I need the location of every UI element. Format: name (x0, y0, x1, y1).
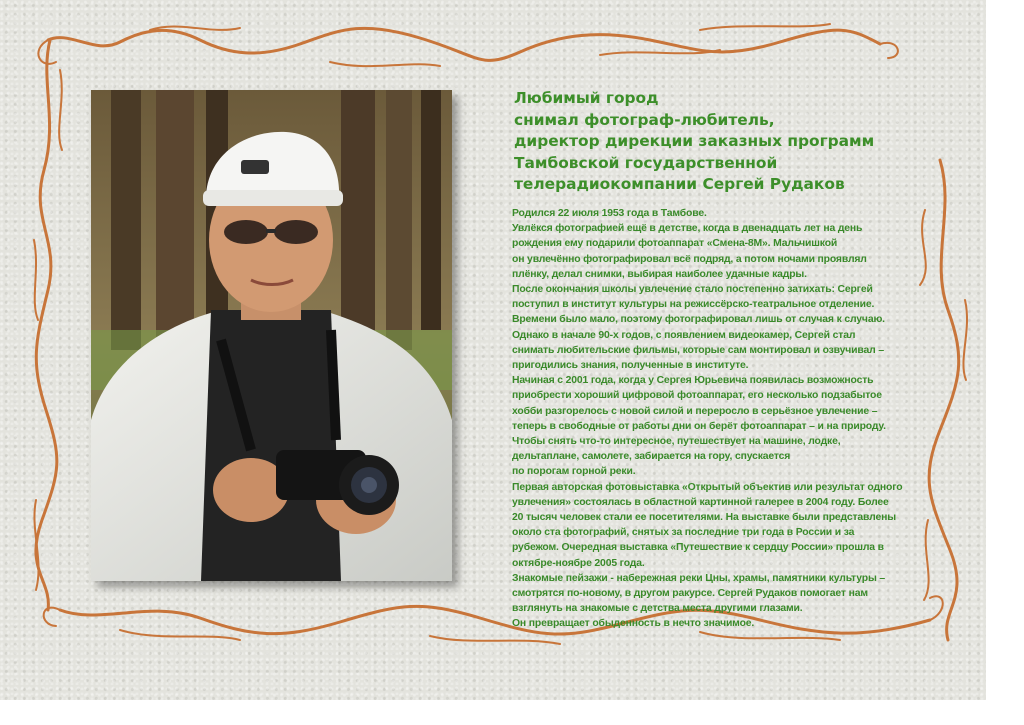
bio-line: теперь в свободные от работы дни он берёт фотоаппарат – и на природу. (512, 420, 886, 432)
bio-line: увлечения» состоялась в областной картинной галерее в 2004 году. Более (512, 496, 889, 508)
bio-line: Увлёкся фотографией ещё в детстве, когда в двенадцать лет на день (512, 223, 863, 235)
bio-line: октябре-ноябре 2005 года. (512, 557, 645, 569)
bio-line: взглянуть на знакомые с детства места другими глазами. (512, 603, 803, 615)
bio-line: хобби разгорелось с новой силой и переросло в серьёзное увлечение – (512, 405, 878, 417)
photographer-portrait-image (91, 90, 452, 581)
title-line: Тамбовской государственной (514, 153, 778, 172)
biography-text (512, 206, 903, 632)
bio-line: снимать любительские фильмы, которые сам монтировал и озвучивал – (512, 344, 884, 356)
title-line: Любимый город (514, 89, 659, 107)
bio-line: около ста фотографий, снятых за последние три года в России и за (512, 527, 855, 539)
title-line: директор дирекции заказных программ (514, 132, 875, 151)
bio-line: рубежом. Очередная выставка «Путешествие к сердцу России» прошла в (512, 542, 884, 554)
bio-line: смотрятся по-новому, в другом ракурсе. Сергей Рудаков помогает нам (512, 588, 868, 600)
bio-line: После окончания школы увлечение стало постепенно затихать: Сергей (512, 284, 873, 296)
bio-line: по порогам горной реки. (512, 466, 636, 478)
bio-line: Первая авторская фотовыставка «Открытый объектив или результат одного (512, 481, 903, 493)
title-line: телерадиокомпании Сергей Рудаков (514, 175, 845, 194)
bio-line: Однако в начале 90-х годов, с появлением видеокамер, Сергей стал (512, 329, 856, 341)
bio-line: Времени было мало, поэтому фотографировал лишь от случая к случаю. (512, 314, 885, 326)
article-title (514, 88, 914, 196)
bio-line: Чтобы снять что-то интересное, путешествует на машине, лодке, (512, 436, 841, 448)
bio-line: 20 тысяч человек стали ее посетителями. На выставке были представлены (512, 512, 896, 524)
bio-line: плёнку, делал снимки, выбирая наиболее удачные кадры. (512, 268, 807, 280)
bio-line: дельтаплане, самолете, забирается на гору, спускается (512, 451, 791, 463)
bio-line: Знакомые пейзажи - набережная реки Цны, храмы, памятники культуры – (512, 572, 886, 584)
bio-line: поступил в институт культуры на режиссёрско-театральное отделение. (512, 299, 875, 311)
bio-line: пригодились знания, полученные в институте. (512, 360, 749, 372)
bio-line: он увлечённо фотографировал всё подряд, а потом ночами проявлял (512, 253, 867, 265)
bio-line: Начиная с 2001 года, когда у Сергея Юрьевича появилась возможность (512, 375, 874, 387)
bio-line: рождения ему подарили фотоаппарат «Смена-8М». Мальчишкой (512, 238, 838, 250)
title-line: снимал фотограф-любитель, (514, 110, 775, 129)
bio-line: Родился 22 июля 1953 года в Тамбове. (512, 208, 707, 219)
bio-line: приобрести хороший цифровой фотоаппарат, его несколько подзабытое (512, 390, 882, 402)
bio-line: Он превращает обыденность в нечто значимое. (512, 618, 755, 630)
